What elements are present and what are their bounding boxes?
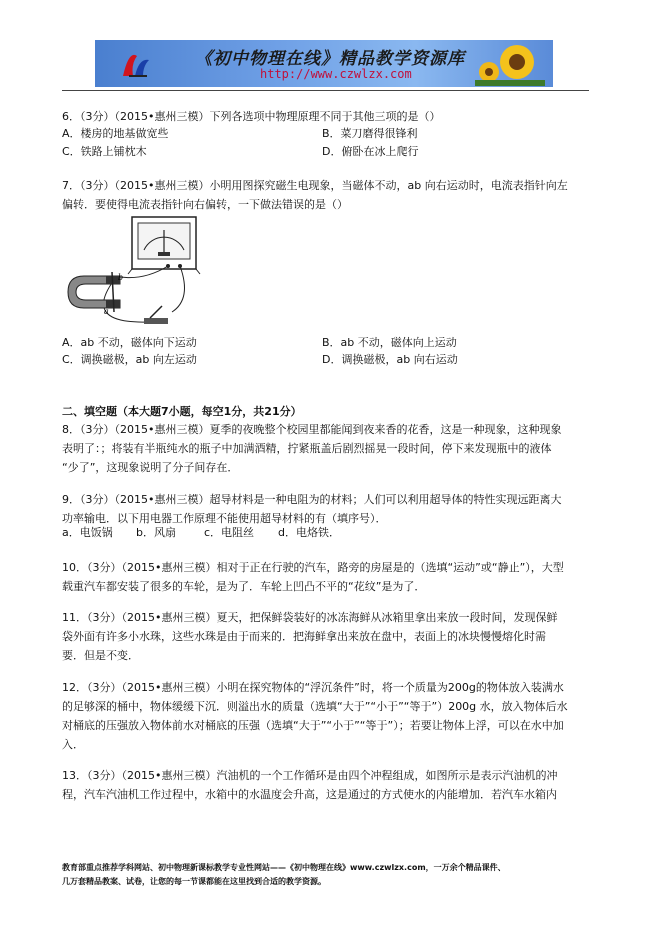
sunflower-icon <box>475 42 545 86</box>
question-7-option-b: B．ab 不动，磁体向上运动 <box>322 336 457 349</box>
electromagnetic-induction-figure <box>62 214 232 329</box>
question-6-option-b: B．菜刀磨得很锋利 <box>322 127 418 140</box>
question-9-option-b: b．风扇 <box>136 526 176 539</box>
header-divider <box>62 90 589 91</box>
page-footer: 教育部重点推荐学科网站、初中物理新课标教学专业性网站——《初中物理在线》www.czwlzx.com，一万余个精品课件、 几万套精品教案、试卷，让您的每一节课都能在这里找到合适的教学资源。 <box>62 863 506 886</box>
question-11: 11．（3分）（2015•惠州三模）夏天，把保鲜袋装好的冰冻海鲜从冰箱里拿出来放一段时间，发现保鲜 袋外面有许多小水珠，这些水珠是由于而来的．把海鲜拿出来放在盘中，表面上的冰块慢慢熔化时需 要．但是不变． <box>62 611 558 662</box>
question-6-option-a: A．楼房的地基做宽些 <box>62 127 169 140</box>
question-10: 10．（3分）（2015•惠州三模）相对于正在行驶的汽车，路旁的房屋是的（选填“运动”或“静止”），大型 载重汽车都安装了很多的车轮，是为了．车轮上凹凸不平的“花纹”是为了． <box>62 561 564 593</box>
question-7-option-a: A．ab 不动，磁体向下运动 <box>62 336 197 349</box>
section-2-title: 二、填空题（本大题7小题，每空1分，共21分） <box>62 405 302 418</box>
question-13: 13．（3分）（2015•惠州三模）汽油机的一个工作循环是由四个冲程组成，如图所示是表示汽油机的冲 程，汽车汽油机工作过程中，水箱中的水温度会升高，这是通过的方式使水的内能增加．若汽车水箱内 <box>62 769 558 801</box>
banner-url[interactable]: http://www.czwlzx.com <box>260 67 412 81</box>
question-9-option-d: d．电烙铁． <box>278 526 340 539</box>
question-6-option-c: C．铁路上铺枕木 <box>62 145 147 158</box>
banner-title: 《初中物理在线》精品教学资源库 <box>195 49 465 69</box>
site-logo-icon <box>119 46 153 80</box>
header-banner <box>95 40 553 87</box>
question-7-option-d: D．调换磁极，ab 向右运动 <box>322 353 458 366</box>
figure-label-a: a <box>104 307 109 316</box>
figure-label-b: b <box>118 273 124 282</box>
question-7-option-c: C．调换磁极，ab 向左运动 <box>62 353 197 366</box>
question-7-stem: 7．（3分）（2015•惠州三模）小明用图探究磁生电现象，当磁体不动，ab 向右运动时，电流表指针向左 偏转．要使得电流表指针向右偏转，一下做法错误的是（） <box>62 179 568 211</box>
question-9-option-c: c．电阻丝 <box>204 526 255 539</box>
question-6-stem: 6．（3分）（2015•惠州三模）下列各选项中物理原理不同于其他三项的是（） <box>62 110 441 123</box>
question-8: 8．（3分）（2015•惠州三模）夏季的夜晚整个校园里都能闻到夜来香的花香，这是一种现象，这种现象 表明了：；将装有半瓶纯水的瓶子中加满酒精，拧紧瓶盖后剧烈摇晃一段时间，停下来发现瓶中的液体 “少了”，这现象说明了分子间存在． <box>62 423 562 474</box>
question-9: 9．（3分）（2015•惠州三模）超导材料是一种电阻为的材料；人们可以利用超导体的特性实现远距离大 功率输电．以下用电器工作原理不能使用超导材料的有（填序号）． <box>62 493 562 525</box>
question-12: 12．（3分）（2015•惠州三模）小明在探究物体的“浮沉条件”时，将一个质量为200g的物体放入装满水 的足够深的桶中，物体缓缓下沉．则溢出水的质量（选填“大于”“小于”“等于”）200g 水，放入物体后水 对桶底的压强放入物体前水对桶底的压强（选填“大于”“小于”“等于”）；若要让物体上浮，可以在水中加 入． <box>62 681 568 751</box>
question-9-option-a: a．电饭锅 <box>62 526 113 539</box>
question-6-option-d: D．俯卧在冰上爬行 <box>322 145 419 158</box>
